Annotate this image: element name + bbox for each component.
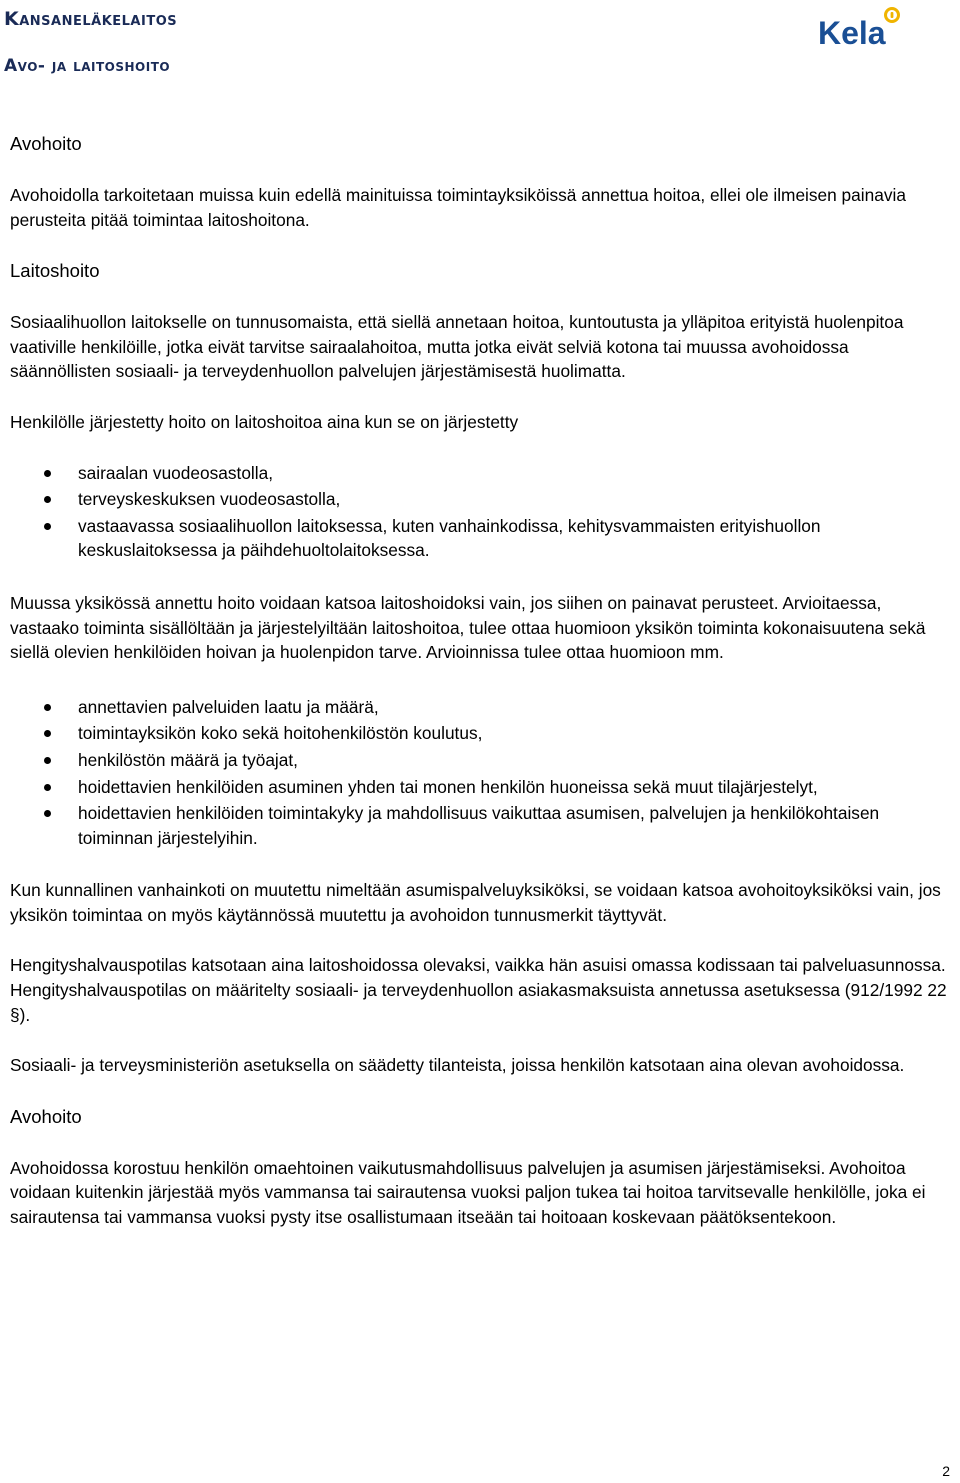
document-header xyxy=(4,6,177,78)
list-assessment-criteria xyxy=(10,695,950,851)
heading-laitoshoito: Laitoshoito xyxy=(10,260,100,282)
bullet-icon xyxy=(44,704,51,711)
organization-name: Kansaneläkelaitos xyxy=(4,8,178,30)
bullet-icon xyxy=(44,730,51,737)
paragraph-avohoito-definition: Avohoidolla tarkoitetaan muissa kuin edellä mainituissa toimintayksiköissä annettua hoitoa, ellei ole ilmeisen painavia perusteita pitää toimintaa laitoshoitona. xyxy=(10,185,906,230)
list-item: annettavien palveluiden laatu ja määrä, xyxy=(10,695,950,720)
list-item: toimintayksikön koko sekä hoitohenkilöstön koulutus, xyxy=(10,721,950,746)
list-item: henkilöstön määrä ja työajat, xyxy=(10,748,950,773)
kela-logo-graphic xyxy=(818,4,908,48)
logo-wordmark: Kela xyxy=(818,15,886,48)
kela-logo xyxy=(818,4,908,48)
list-item: hoidettavien henkilöiden toimintakyky ja mahdollisuus vaikuttaa asumisen, palvelujen ja henkilökohtaisen toiminnan järjestelyihin. xyxy=(10,801,950,850)
list-item: vastaavassa sosiaalihuollon laitoksessa, kuten vanhainkodissa, kehitysvammaisten erityishuollon keskuslaitoksessa ja päihdehuoltolaitoksessa. xyxy=(10,514,950,563)
paragraph-stm-asetus: Sosiaali- ja terveysministeriön asetuksella on säädetty tilanteista, joissa henkilön katsotaan aina olevan avohoidossa. xyxy=(10,1055,905,1076)
document-title: Avo- ja laitoshoito xyxy=(4,56,171,76)
list-item: hoidettavien henkilöiden asuminen yhden tai monen henkilön huoneissa sekä muut tilajärjestelyt, xyxy=(10,775,950,800)
bullet-icon xyxy=(44,470,51,477)
paragraph-laitoshoito-intro: Henkilölle järjestetty hoito on laitoshoitoa aina kun se on järjestetty xyxy=(10,411,519,432)
logo-ring-icon xyxy=(886,9,899,22)
heading-avohoito: Avohoito xyxy=(10,133,82,154)
paragraph-hengityshalvaus: Hengityshalvauspotilas katsotaan aina laitoshoidossa olevaksi, vaikka hän asuisi omassa kodissaan tai palveluasunnossa. Hengityshalvauspotilas on määritelty sosiaali- ja terveydenhuollon asiakasmaksuista annetussa asetuksessa (912/1992 22 §). xyxy=(10,955,947,1025)
heading-avohoito-2: Avohoito xyxy=(10,1105,82,1127)
bullet-icon xyxy=(44,810,51,817)
bullet-icon xyxy=(44,757,51,764)
bullet-icon xyxy=(44,496,51,503)
document-body xyxy=(10,131,950,1230)
paragraph-vanhainkoti: Kun kunnallinen vanhainkoti on muutettu nimeltään asumispalveluyksiköksi, se voidaan katsoa avohoitoyksiköksi vain, jos yksikön toimintaa on myös käytännössä muutettu ja avohoidon tunnusmerkit täyttyvät. xyxy=(10,880,941,925)
paragraph-assessment: Muussa yksikössä annettu hoito voidaan katsoa laitoshoidoksi vain, jos siihen on painavat perusteet. Arvioitaessa, vastaako toiminta sisällöltään ja järjestelyiltään laitoshoitoa, tulee ottaa huomioon yksikön toiminta kokonaisuutena sekä siellä olevien henkilöiden hoivan ja huolenpidon tarve. Arvioinnissa tulee ottaa huomioon mm. xyxy=(10,592,926,663)
page-number: 2 xyxy=(942,1463,950,1479)
bullet-icon xyxy=(44,523,51,530)
list-item: terveyskeskuksen vuodeosastolla, xyxy=(10,487,950,512)
paragraph-laitoshoito-definition: Sosiaalihuollon laitokselle on tunnusomaista, että siellä annetaan hoitoa, kuntoutusta ja ylläpitoa erityistä huolenpitoa vaativille henkilöille, jotka eivät tarvitse sairaalahoitoa, mutta jotka eivät selviä kotona tai muussa avohoidossa säännöllisten sosiaali- ja terveydenhuollon palvelujen järjestämisestä huolimatta. xyxy=(10,312,904,382)
bullet-icon xyxy=(44,784,51,791)
list-laitoshoito-places xyxy=(10,461,950,563)
paragraph-avohoito-emphasis: Avohoidossa korostuu henkilön omaehtoinen vaikutusmahdollisuus palvelujen ja asumisen järjestämiseksi. Avohoitoa voidaan kuitenkin järjestää myös vammansa tai sairautensa vuoksi paljon tukea tai hoitoa tarvitsevalle henkilölle, joka ei sairautensa tai vammansa vuoksi pysty itse osallistumaan itseään tai hoitoaan koskevaan päätöksentekoon. xyxy=(10,1157,926,1228)
list-item: sairaalan vuodeosastolla, xyxy=(10,461,950,486)
